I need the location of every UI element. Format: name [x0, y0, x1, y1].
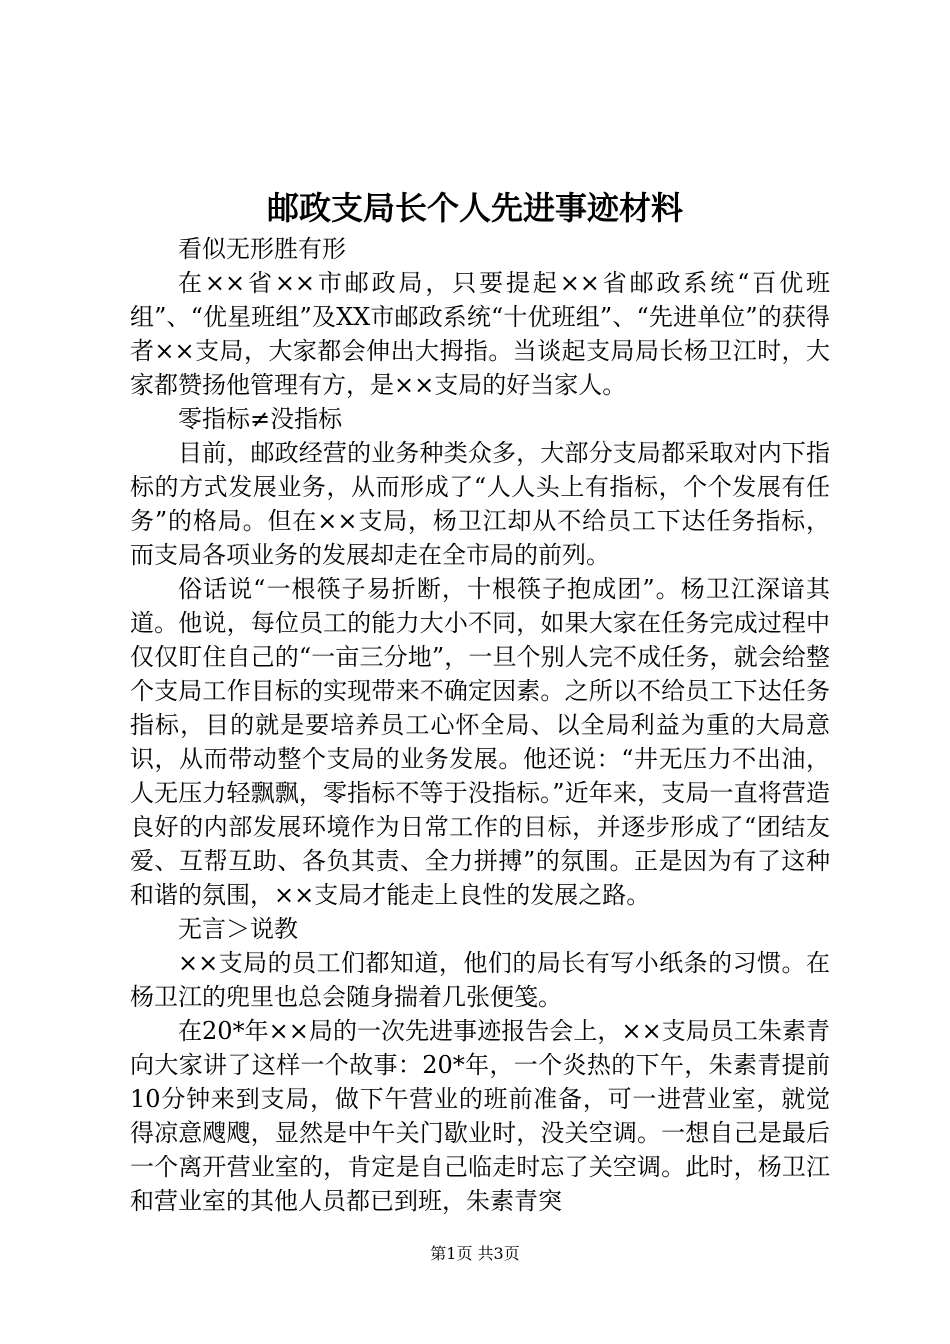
page-footer: 第1页 共3页 — [430, 1244, 520, 1263]
section-heading: 无言＞说教 — [178, 915, 298, 943]
paragraph: ××支局的员工们都知道，他们的局长有写小纸条的习惯。在杨卫江的兜里也总会随身揣着几张便笺。 — [130, 949, 830, 1011]
paragraph: 目前，邮政经营的业务种类众多，大部分支局都采取对内下指标的方式发展业务，从而形成了“人人头上有指标，个个发展有任务”的格局。但在××支局，杨卫江却从不给员工下达任务指标，而支局各项业务的发展却走在全市局的前列。 — [130, 439, 830, 569]
document-body — [130, 232, 830, 1218]
paragraph: 俗话说“一根筷子易折断，十根筷子抱成团”。杨卫江深谙其道。他说，每位员工的能力大小不同，如果大家在任务完成过程中仅仅盯住自己的“一亩三分地”，一旦个别人完不成任务，就会给整个支局工作目标的实现带来不确定因素。之所以不给员工下达任务指标，目的就是要培养员工心怀全局、以全局利益为重的大局意识，从而带动整个支局的业务发展。他还说：“井无压力不出油，人无压力轻飘飘，零指标不等于没指标。”近年来，支局一直将营造良好的内部发展环境作为日常工作的目标，并逐步形成了“团结友爱、互帮互助、各负其责、全力拼搏”的氛围。正是因为有了这种和谐的氛围，××支局才能走上良性的发展之路。 — [130, 575, 830, 909]
section-heading: 看似无形胜有形 — [178, 235, 346, 263]
section-heading: 零指标≠没指标 — [178, 405, 343, 433]
paragraph: 在××省××市邮政局，只要提起××省邮政系统“百优班组”、“优星班组”及XX市邮政系统“十优班组”、“先进单位”的获得者××支局，大家都会伸出大拇指。当谈起支局局长杨卫江时，大家都赞扬他管理有方，是××支局的好当家人。 — [130, 269, 830, 399]
paragraph: 在20*年××局的一次先进事迹报告会上，××支局员工朱素青向大家讲了这样一个故事：20*年，一个炎热的下午，朱素青提前10分钟来到支局，做下午营业的班前准备，可一进营业室，就觉得凉意飕飕，显然是中午关门歇业时，没关空调。一想自己是最后一个离开营业室的，肯定是自己临走时忘了关空调。此时，杨卫江和营业室的其他人员都已到班，朱素青突 — [130, 1017, 830, 1215]
document-title: 邮政支局长个人先进事迹材料 — [266, 189, 683, 227]
